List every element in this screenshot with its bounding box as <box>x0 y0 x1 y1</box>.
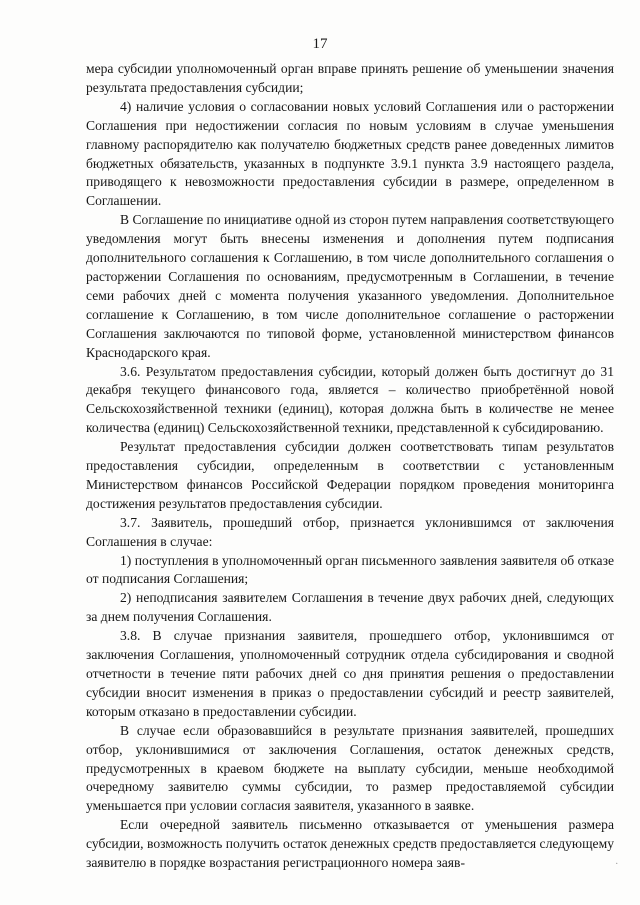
paragraph-result-types: Результат предоставления субсидии должен соответствовать типам результатов предоставления субсидии, определенным в соответствии с установленным Министерством финансов Российской Федерации порядком проведения мониторинга достижения результатов предоставления субсидии. <box>86 439 614 511</box>
paragraph-3-7-2: 2) неподписания заявителем Соглашения в течение двух рабочих дней, следующих за днем получения Соглашения. <box>86 590 614 625</box>
corner-mark: . <box>615 856 618 867</box>
paragraph-3-8: 3.8. В случае признания заявителя, прошедшего отбор, уклонившимся от заключения Соглашения, уполномоченный сотрудник отдела субсидирования и сводной отчетности в течение пяти рабочих дней со дня принятия решения о предоставлении субсидии вносит изменения в приказ о предоставлении субсидий и реестр заявителей, которым отказано в предоставлении субсидии. <box>86 628 614 719</box>
page-number: 17 <box>312 36 328 52</box>
paragraph-3-6: 3.6. Результатом предоставления субсидии, который должен быть достигнут до 31 декабря текущего финансового года, является – количество приобретённой новой Сельскохозяйственной техники (единиц), которая должна быть в количестве не менее количества (единиц) Сельскохозяйственной техники, представленной к субсидированию. <box>86 363 614 436</box>
paragraph-continuation: мера субсидии уполномоченный орган вправе принять решение об уменьшении значения результата предоставления субсидии; <box>86 61 614 95</box>
paragraph-remainder: В случае если образовавшийся в результате признания заявителей, прошедших отбор, уклонившимися от заключения Соглашения, остаток денежных средств, предусмотренных в краевом бюджете на выплату субсидии, меньше необходимой очередному заявителю суммы субсидии, то размер предоставляемой субсидии уменьшается при условии согласия заявителя, указанного в заявке. <box>86 722 614 814</box>
paragraph-3-7: 3.7. Заявитель, прошедший отбор, признается уклонившимся от заключения Соглашения в случае: <box>86 514 614 549</box>
paragraph-refusal: Если очередной заявитель письменно отказывается от уменьшения размера субсидии, возможность получить остаток денежных средств предоставляется следующему заявителю в порядке возрастания регистрационного номера заяв- <box>86 817 614 871</box>
paragraph-3-7-1: 1) поступления в уполномоченный орган письменного заявления заявителя об отказе от подписания Соглашения; <box>86 552 614 587</box>
paragraph-item-4: 4) наличие условия о согласовании новых условий Соглашения или о расторжении Соглашения при недостижении согласия по новым условиям в случае уменьшения главному распорядителю как получателю бюджетных средств ранее доведенных лимитов бюджетных обязательств, указанных в подпункте 3.9.1 пункта 3.9 настоящего раздела, приводящего к невозможности предоставления субсидии в размере, определенном в Соглашении. <box>86 98 614 209</box>
document-body <box>86 60 614 873</box>
paragraph-amendments: В Соглашение по инициативе одной из сторон путем направления соответствующего уведомления могут быть внесены изменения и дополнения путем подписания дополнительного соглашения к Соглашению, в том числе дополнительного соглашения о расторжении Соглашения по основаниям, предусмотренным в Соглашении, в течение семи рабочих дней с момента получения указанного уведомления. Дополнительное соглашение к Соглашению, в том числе дополнительное соглашение о расторжении Соглашения заключаются по типовой форме, установленной министерством финансов Краснодарского края. <box>86 212 614 360</box>
